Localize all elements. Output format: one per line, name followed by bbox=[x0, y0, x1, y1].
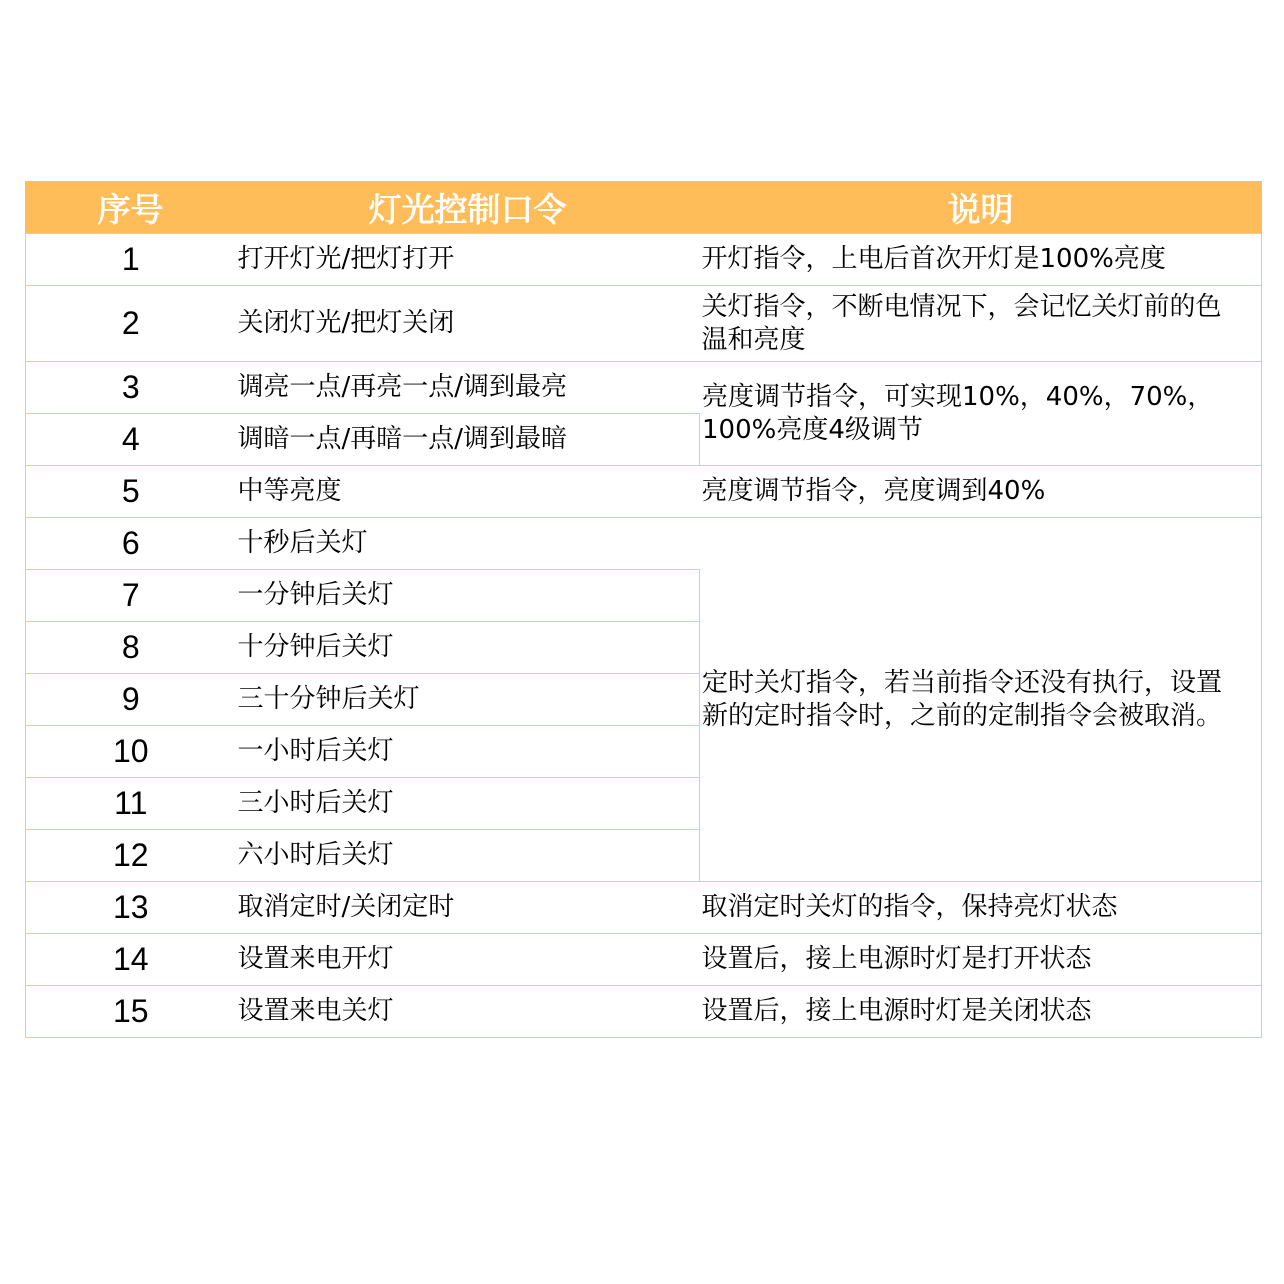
row-command: 关闭灯光/把灯关闭 bbox=[236, 286, 700, 362]
row-number: 8 bbox=[26, 622, 236, 674]
row-description: 取消定时关灯的指令，保持亮灯状态 bbox=[700, 882, 1262, 934]
row-description: 设置后，接上电源时灯是关闭状态 bbox=[700, 986, 1262, 1038]
row-number: 15 bbox=[26, 986, 236, 1038]
voice-command-table bbox=[25, 181, 1262, 1038]
header-command: 灯光控制口令 bbox=[236, 181, 700, 234]
table-row bbox=[26, 466, 1262, 518]
row-number: 9 bbox=[26, 674, 236, 726]
row-command: 十分钟后关灯 bbox=[236, 622, 700, 674]
table-row bbox=[26, 934, 1262, 986]
row-number: 3 bbox=[26, 362, 236, 414]
row-description: 关灯指令，不断电情况下，会记忆关灯前的色温和亮度 bbox=[700, 286, 1262, 362]
row-number: 10 bbox=[26, 726, 236, 778]
row-command: 三小时后关灯 bbox=[236, 778, 700, 830]
row-number: 1 bbox=[26, 234, 236, 286]
row-number: 4 bbox=[26, 414, 236, 466]
row-number: 6 bbox=[26, 518, 236, 570]
table-row bbox=[26, 518, 1262, 570]
header-no: 序号 bbox=[26, 181, 236, 234]
row-description: 开灯指令，上电后首次开灯是100%亮度 bbox=[700, 234, 1262, 286]
row-command: 打开灯光/把灯打开 bbox=[236, 234, 700, 286]
row-number: 12 bbox=[26, 830, 236, 882]
row-description: 设置后，接上电源时灯是打开状态 bbox=[700, 934, 1262, 986]
row-command: 取消定时/关闭定时 bbox=[236, 882, 700, 934]
table-row bbox=[26, 234, 1262, 286]
row-command: 设置来电开灯 bbox=[236, 934, 700, 986]
row-description: 定时关灯指令，若当前指令还没有执行，设置新的定时指令时，之前的定制指令会被取消。 bbox=[700, 518, 1262, 882]
row-command: 调暗一点/再暗一点/调到最暗 bbox=[236, 414, 700, 466]
row-number: 14 bbox=[26, 934, 236, 986]
header-description: 说明 bbox=[700, 181, 1262, 234]
row-number: 7 bbox=[26, 570, 236, 622]
row-command: 六小时后关灯 bbox=[236, 830, 700, 882]
table-row bbox=[26, 286, 1262, 362]
row-command: 调亮一点/再亮一点/调到最亮 bbox=[236, 362, 700, 414]
row-command: 三十分钟后关灯 bbox=[236, 674, 700, 726]
row-number: 13 bbox=[26, 882, 236, 934]
row-command: 设置来电关灯 bbox=[236, 986, 700, 1038]
row-description: 亮度调节指令，亮度调到40% bbox=[700, 466, 1262, 518]
row-description: 亮度调节指令，可实现10%，40%，70%，100%亮度4级调节 bbox=[700, 362, 1262, 466]
row-command: 中等亮度 bbox=[236, 466, 700, 518]
row-number: 11 bbox=[26, 778, 236, 830]
row-command: 十秒后关灯 bbox=[236, 518, 700, 570]
table-row bbox=[26, 362, 1262, 414]
row-command: 一分钟后关灯 bbox=[236, 570, 700, 622]
row-number: 2 bbox=[26, 286, 236, 362]
row-number: 5 bbox=[26, 466, 236, 518]
row-command: 一小时后关灯 bbox=[236, 726, 700, 778]
table-row bbox=[26, 882, 1262, 934]
table-header bbox=[26, 181, 1262, 234]
table-row bbox=[26, 986, 1262, 1038]
